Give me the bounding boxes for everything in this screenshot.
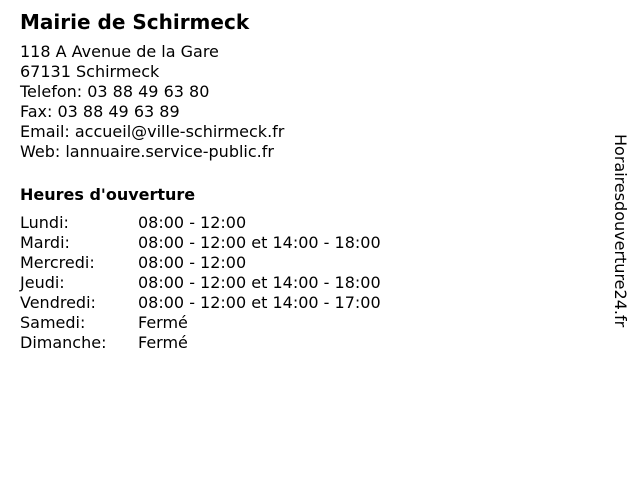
- day-label: Dimanche:: [20, 333, 107, 352]
- day-hours: 08:00 - 12:00 et 14:00 - 17:00: [138, 293, 381, 312]
- contact-details: [20, 42, 580, 162]
- opening-hours-row-saturday: [20, 313, 580, 333]
- day-label: Lundi:: [20, 213, 69, 232]
- day-label: Mercredi:: [20, 253, 95, 272]
- day-hours: Fermé: [138, 313, 188, 332]
- opening-hours-row-tuesday: [20, 233, 580, 253]
- day-label: Jeudi:: [20, 273, 65, 292]
- opening-hours-row-thursday: [20, 273, 580, 293]
- opening-hours-row-monday: [20, 213, 580, 233]
- day-hours: 08:00 - 12:00: [138, 213, 247, 232]
- day-label: Mardi:: [20, 233, 70, 252]
- opening-hours-row-sunday: [20, 333, 580, 353]
- website-address: Web: lannuaire.service-public.fr: [20, 142, 274, 161]
- day-hours: Fermé: [138, 333, 188, 352]
- opening-hours-list: [20, 213, 580, 353]
- day-hours: 08:00 - 12:00 et 14:00 - 18:00: [138, 233, 381, 252]
- page-title: Mairie de Schirmeck: [20, 10, 250, 34]
- site-name-vertical: Horairesdouverture24.fr: [611, 134, 630, 328]
- phone-number: Telefon: 03 88 49 63 80: [20, 82, 210, 101]
- email-address: Email: accueil@ville-schirmeck.fr: [20, 122, 285, 141]
- day-label: Samedi:: [20, 313, 86, 332]
- day-hours: 08:00 - 12:00: [138, 253, 247, 272]
- street-address: 118 A Avenue de la Gare: [20, 42, 219, 61]
- day-label: Vendredi:: [20, 293, 96, 312]
- day-hours: 08:00 - 12:00 et 14:00 - 18:00: [138, 273, 381, 292]
- opening-hours-row-friday: [20, 293, 580, 313]
- opening-hours-row-wednesday: [20, 253, 580, 273]
- fax-number: Fax: 03 88 49 63 89: [20, 102, 180, 121]
- opening-hours-card: [20, 8, 580, 353]
- opening-hours-heading: Heures d'ouverture: [20, 185, 196, 204]
- city-address: 67131 Schirmeck: [20, 62, 160, 81]
